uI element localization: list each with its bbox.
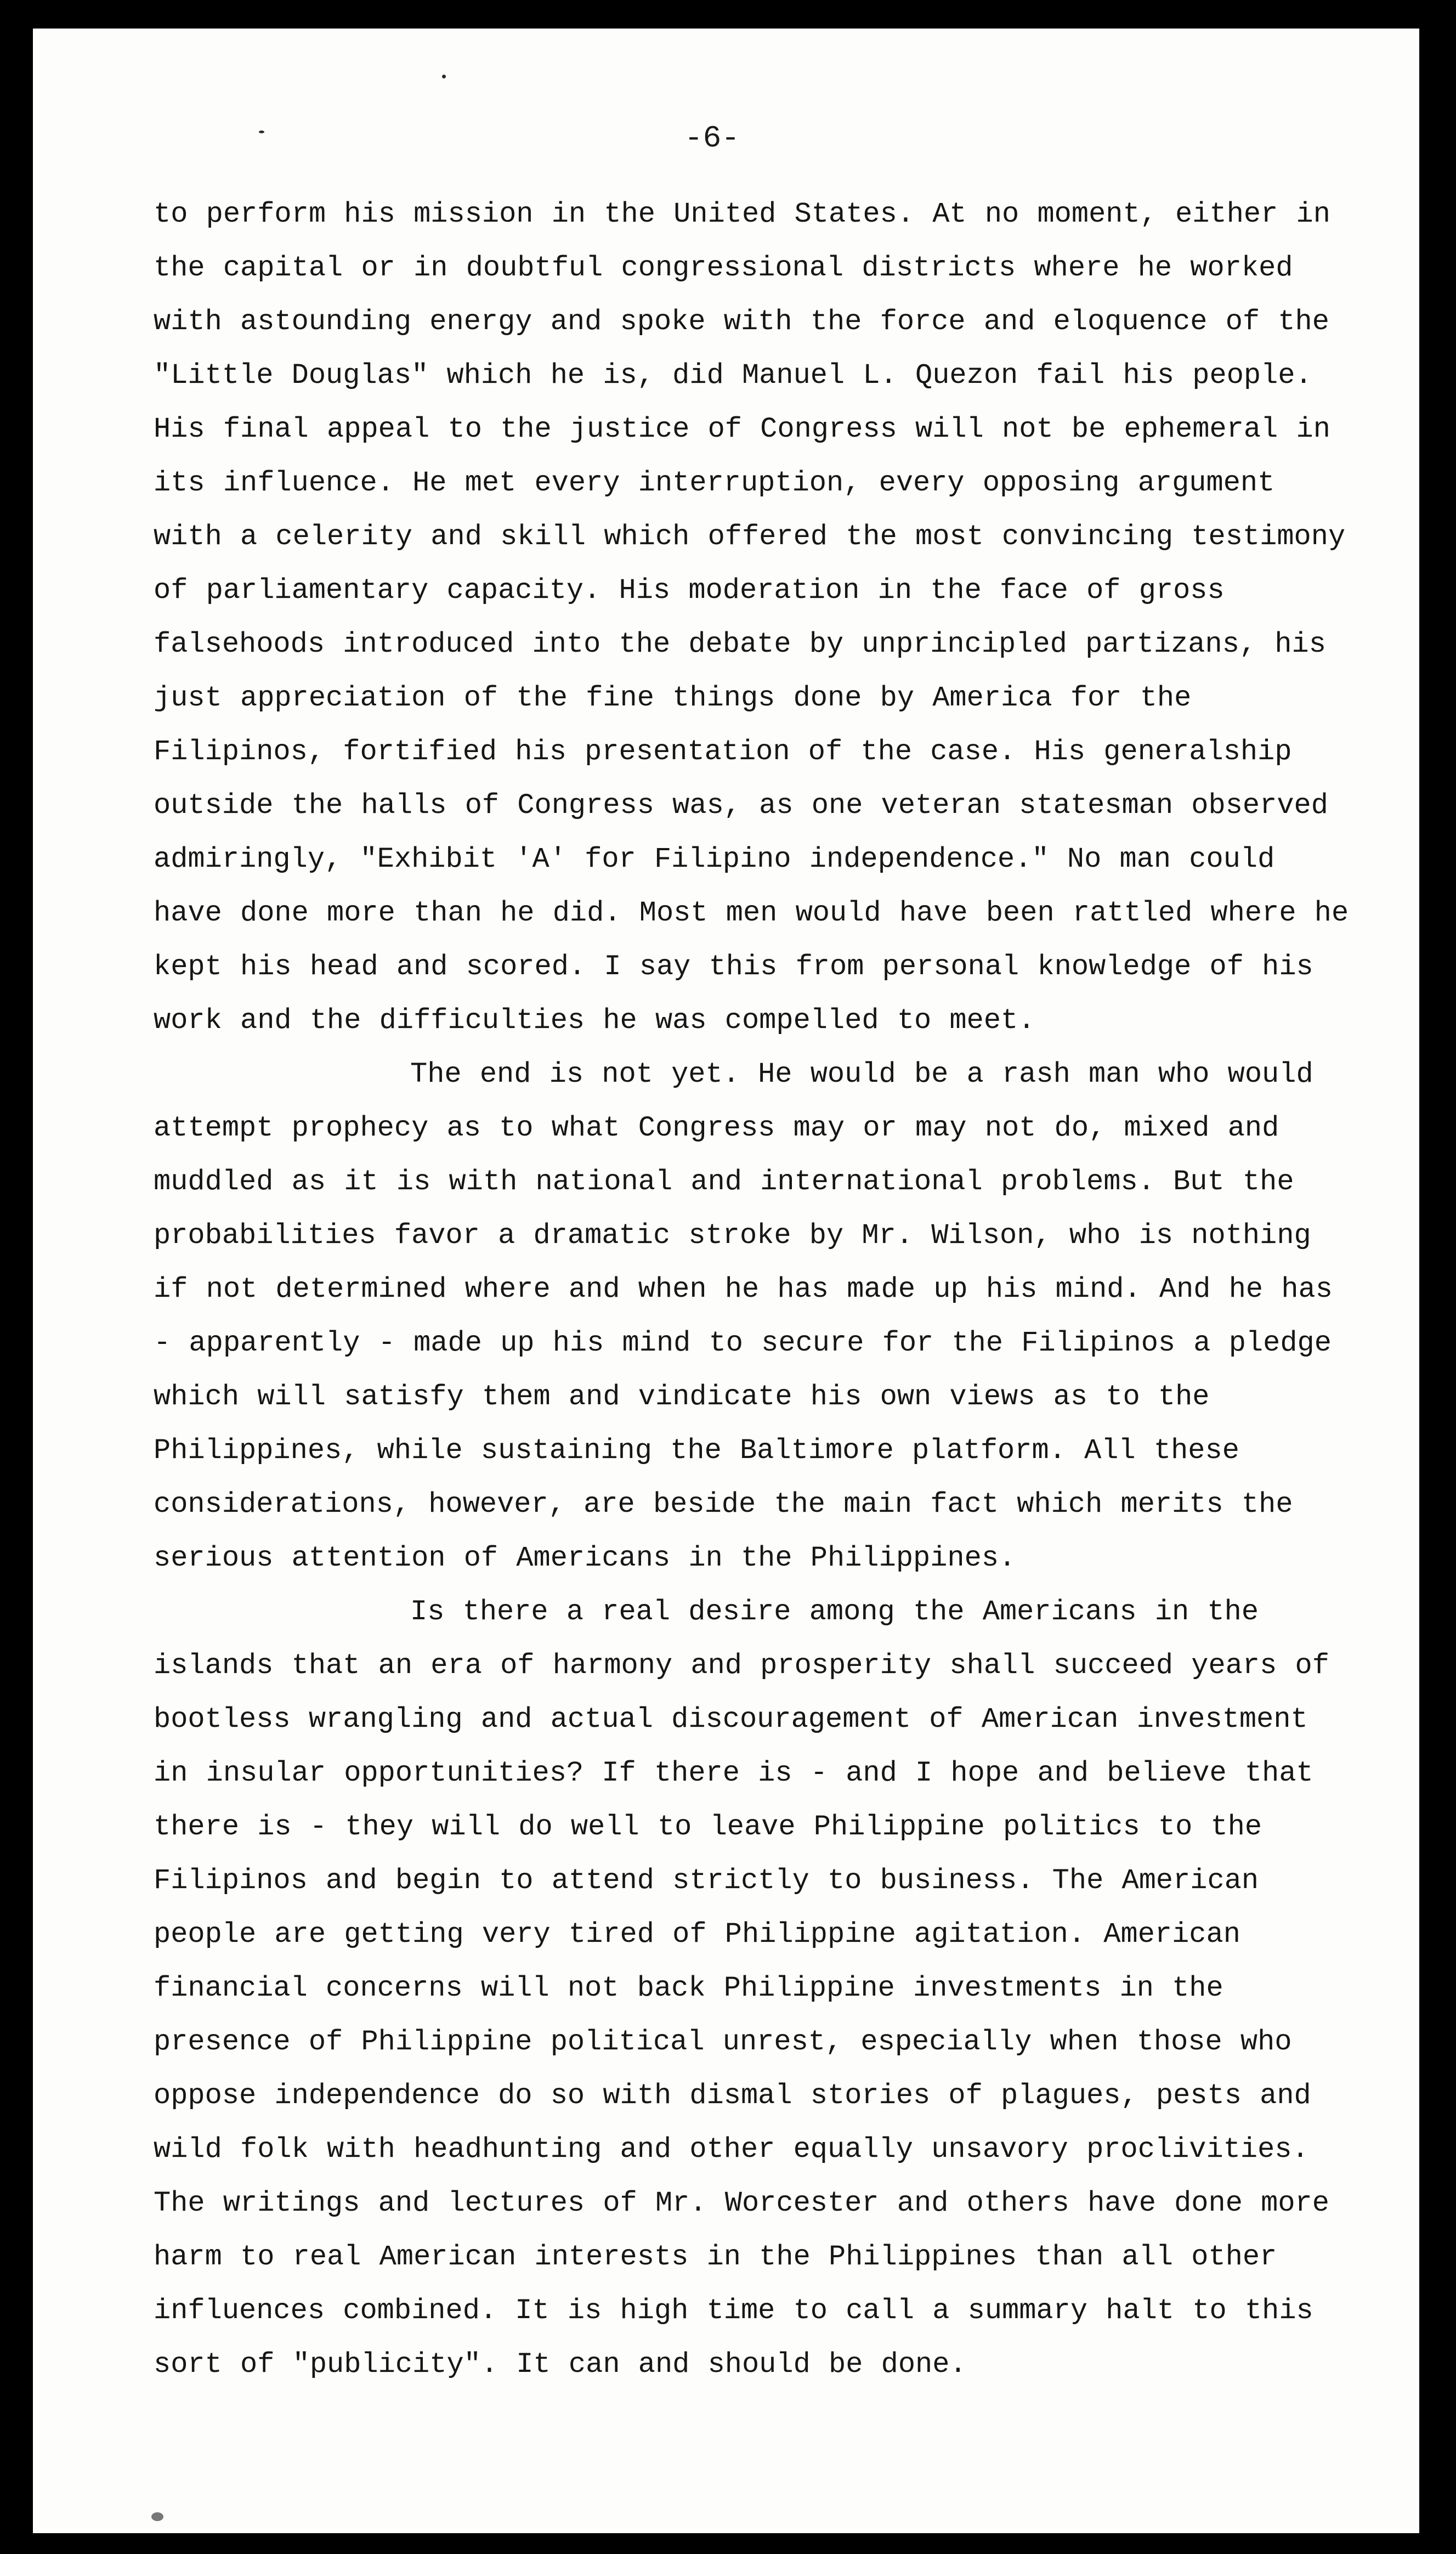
paragraph-2: The end is not yet. He would be a rash man who would attempt prophecy as to what Congress may or may not do, mixed and muddled as it is with national and international problems. But the probabilities favor a dramatic stroke by Mr. Wilson, who is nothing if not determined where and when he has made up his mind. And he has - apparently - made up his mind to secure for the Filipinos a pledge which will satisfy them and vindicate his own views as to the Philippines, while sustaining the Baltimore platform. All these considerations, however, are beside the main fact which merits the serious attention of Americans in the Philippines. <box>154 1058 1333 1574</box>
typewritten-page <box>33 29 1419 2533</box>
paragraph-3: Is there a real desire among the Americans in the islands that an era of harmony and prosperity shall succeed years of bootless wrangling and actual discouragement of American investment in insular opportunities? If there is - and I hope and believe that there is - they will do well to leave Philippine politics to the Filipinos and begin to attend strictly to business. The American people are getting very tired of Philippine agitation. American financial concerns will not back Philippine investments in the presence of Philippine political unrest, especially when those who oppose independence do so with dismal stories of plagues, pests and wild folk with headhunting and other equally unsavory proclivities. The writings and lectures of Mr. Worcester and others have done more harm to real American interests in the Philippines than all other influences combined. It is high time to call a summary halt to this sort of "publicity". It can and should be done. <box>154 1596 1329 2381</box>
ink-speck <box>151 2512 163 2521</box>
page-number: -6- <box>684 121 740 156</box>
paragraph-1: to perform his mission in the United States. At no moment, either in the capital or in doubtful congressional districts where he worked with astounding energy and spoke with the force and eloquence of the "Little Douglas" which he is, did Manuel L. Quezon fail his people. His final appeal to the justice of Congress will not be ephemeral in its influence. He met every interruption, every opposing argument with a celerity and skill which offered the most convincing testimony of parliamentary capacity. His moderation in the face of gross falsehoods introduced into the debate by unprincipled partizans, his just appreciation of the fine things done by America for the Filipinos, fortified his presentation of the case. His generalship outside the halls of Congress was, as one veteran statesman observed admiringly, "Exhibit 'A' for Filipino independence." No man could have done more than he did. Most men would have been rattled where he kept his head and scored. I say this from personal knowledge of his work and the difficulties he was compelled to meet. <box>154 198 1349 1037</box>
ink-speck <box>442 75 446 78</box>
ink-speck <box>259 131 264 133</box>
document-body <box>154 188 1355 2392</box>
